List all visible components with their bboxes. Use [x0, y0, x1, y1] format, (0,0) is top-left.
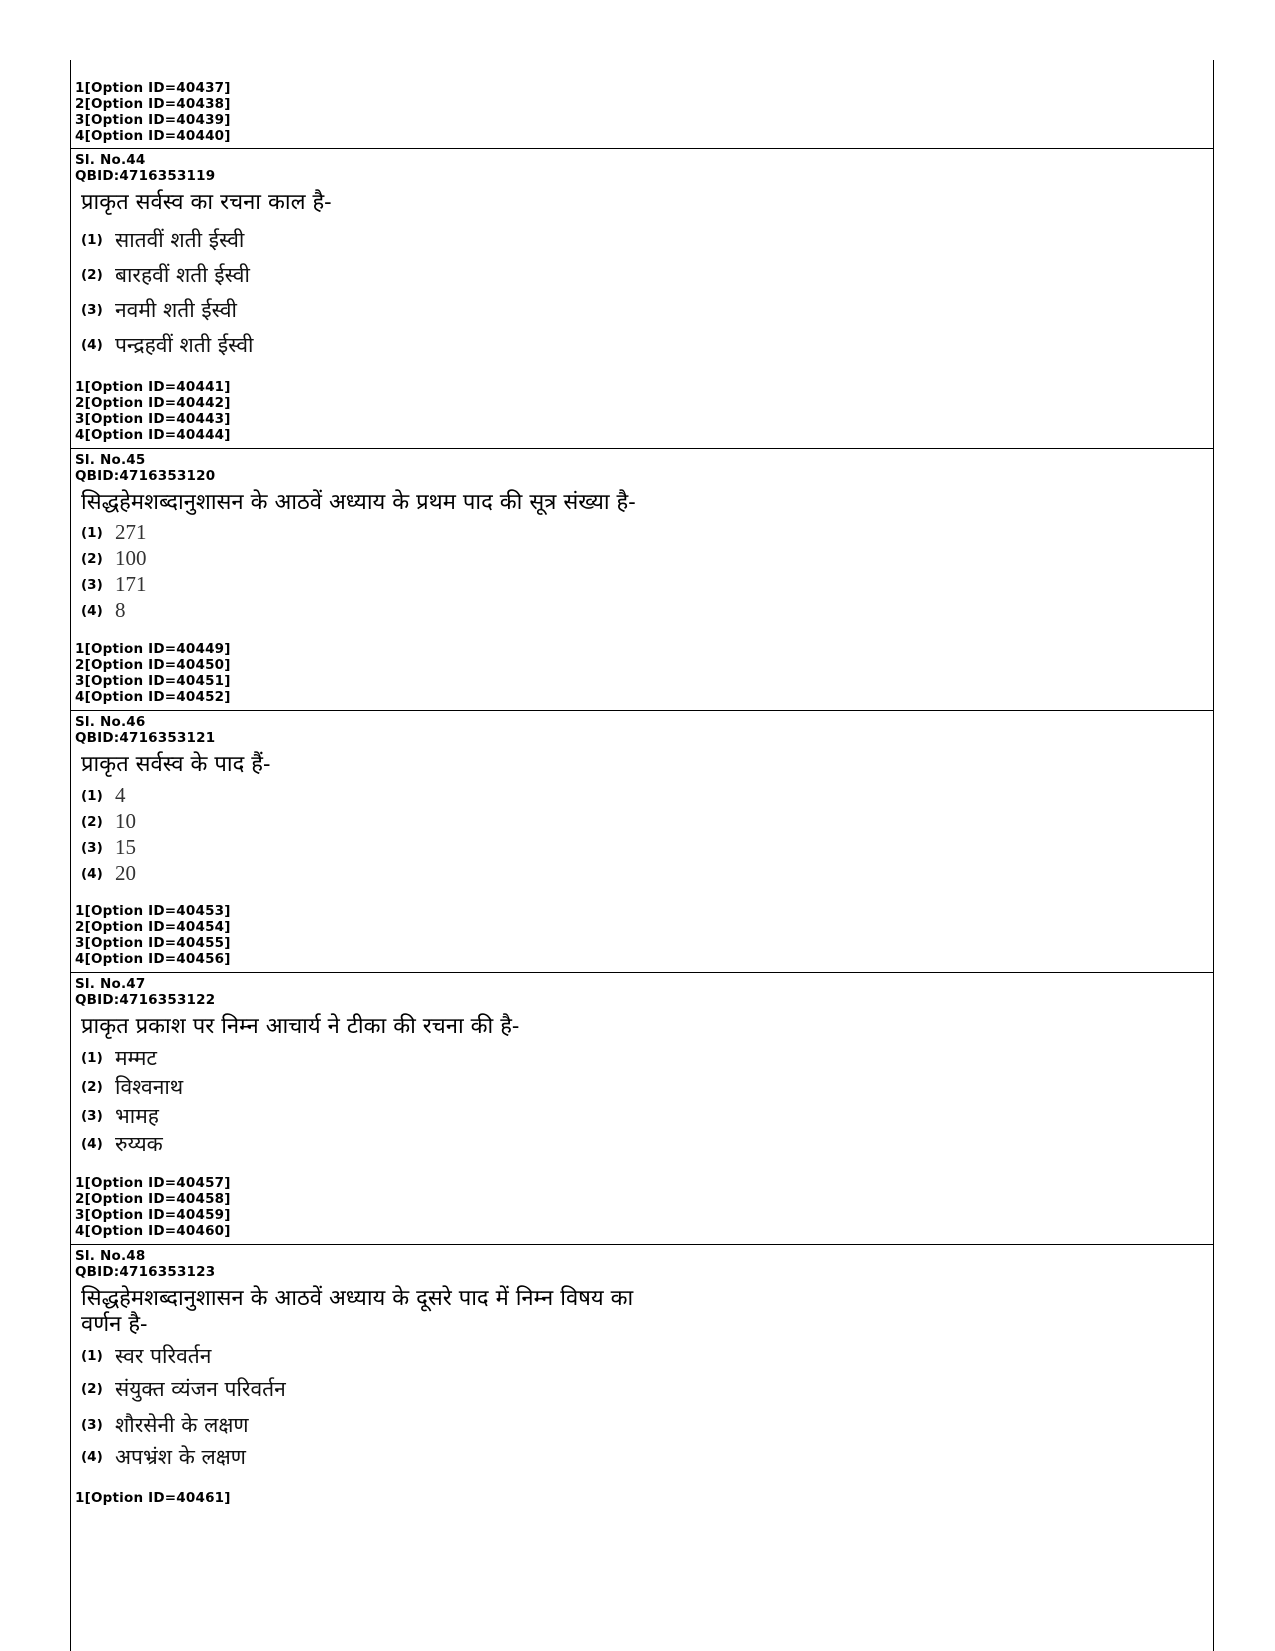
top-option-id-block — [70, 80, 1214, 146]
question-text: सिद्धहेमशब्दानुशासन के आठवें अध्याय के प्रथम पाद की सूत्र संख्या है- — [81, 490, 636, 515]
option-text: 271 — [115, 520, 147, 544]
option-id: 3[Option ID=40459] — [75, 1207, 231, 1223]
option-id: 1[Option ID=40437] — [75, 80, 231, 96]
option-id: 1[Option ID=40449] — [75, 641, 231, 657]
option-number: (2) — [81, 1381, 103, 1397]
option-text: 171 — [115, 572, 147, 596]
option-id: 4[Option ID=40460] — [75, 1223, 231, 1239]
option-text: 10 — [115, 809, 136, 833]
option-number: (1) — [81, 1050, 103, 1066]
option-id: 2[Option ID=40458] — [75, 1191, 231, 1207]
question-block-45 — [70, 452, 1214, 708]
option-id: 4[Option ID=40452] — [75, 689, 231, 705]
option-number: (3) — [81, 1108, 103, 1124]
question-text: प्राकृत सर्वस्व का रचना काल है- — [81, 190, 332, 215]
option-4 — [81, 861, 136, 891]
option-id: 2[Option ID=40454] — [75, 919, 231, 935]
option-text: नवमी शती ईस्वी — [115, 298, 237, 322]
qbid: QBID:4716353120 — [75, 468, 216, 484]
question-divider — [70, 1244, 1214, 1245]
option-id: 2[Option ID=40442] — [75, 395, 231, 411]
option-4 — [81, 1130, 163, 1160]
question-divider — [70, 710, 1214, 711]
option-number: (4) — [81, 865, 103, 882]
question-text: सिद्धहेमशब्दानुशासन के आठवें अध्याय के दूसरे पाद में निम्न विषय का वर्णन है- — [81, 1286, 634, 1337]
option-4 — [81, 331, 253, 361]
option-number: (3) — [81, 576, 103, 593]
question-divider — [70, 448, 1214, 449]
option-2 — [81, 1073, 183, 1103]
option-id: 3[Option ID=40439] — [75, 112, 231, 128]
option-2 — [81, 261, 250, 291]
option-1 — [81, 226, 244, 256]
option-text: 15 — [115, 835, 136, 859]
option-text: 8 — [115, 598, 126, 622]
option-number: (1) — [81, 787, 103, 804]
option-text: 20 — [115, 861, 136, 885]
option-number: (3) — [81, 1417, 103, 1433]
option-text: भामह — [115, 1104, 159, 1128]
option-3 — [81, 1102, 159, 1132]
option-number: (1) — [81, 524, 103, 541]
option-text: संयुक्त व्यंजन परिवर्तन — [115, 1377, 286, 1401]
option-id: 1[Option ID=40441] — [75, 379, 231, 395]
option-text: बारहवीं शती ईस्वी — [115, 263, 250, 287]
option-id: 2[Option ID=40438] — [75, 96, 231, 112]
qbid: QBID:4716353119 — [75, 168, 216, 184]
qbid: QBID:4716353123 — [75, 1264, 216, 1280]
option-3 — [81, 296, 237, 326]
serial-number: Sl. No.46 — [75, 714, 146, 730]
option-number: (2) — [81, 267, 103, 283]
option-number: (1) — [81, 232, 103, 248]
option-text: 100 — [115, 546, 147, 570]
option-id: 1[Option ID=40457] — [75, 1175, 231, 1191]
question-block-47 — [70, 976, 1214, 1242]
option-id: 3[Option ID=40443] — [75, 411, 231, 427]
option-id: 4[Option ID=40440] — [75, 128, 231, 144]
option-number: (4) — [81, 1136, 103, 1152]
option-text: अपभ्रंश के लक्षण — [115, 1445, 246, 1469]
option-text: स्वर परिवर्तन — [115, 1344, 212, 1368]
question-block-46 — [70, 714, 1214, 970]
question-block-44 — [70, 152, 1214, 446]
option-number: (3) — [81, 302, 103, 318]
option-number: (2) — [81, 550, 103, 567]
option-id: 1[Option ID=40453] — [75, 903, 231, 919]
option-id: 3[Option ID=40451] — [75, 673, 231, 689]
option-id: 4[Option ID=40444] — [75, 427, 231, 443]
option-text: मम्मट — [115, 1046, 157, 1070]
option-1 — [81, 1044, 157, 1074]
qbid: QBID:4716353122 — [75, 992, 216, 1008]
option-text: पन्द्रहवीं शती ईस्वी — [115, 333, 254, 357]
option-text: सातवीं शती ईस्वी — [115, 228, 245, 252]
question-text: प्राकृत प्रकाश पर निम्न आचार्य ने टीका की रचना की है- — [81, 1014, 520, 1039]
option-text: शौरसेनी के लक्षण — [115, 1413, 249, 1437]
serial-number: Sl. No.45 — [75, 452, 146, 468]
option-2 — [81, 1375, 286, 1405]
option-id: 1[Option ID=40461] — [75, 1490, 231, 1506]
serial-number: Sl. No.47 — [75, 976, 146, 992]
option-4 — [81, 1443, 246, 1473]
question-divider — [70, 972, 1214, 973]
question-block-48 — [70, 1248, 1214, 1518]
option-number: (3) — [81, 839, 103, 856]
option-1 — [81, 1342, 211, 1372]
question-text: प्राकृत सर्वस्व के पाद हैं- — [81, 752, 271, 777]
option-number: (2) — [81, 813, 103, 830]
qbid: QBID:4716353121 — [75, 730, 216, 746]
option-3 — [81, 1411, 249, 1441]
option-number: (2) — [81, 1079, 103, 1095]
option-id: 2[Option ID=40450] — [75, 657, 231, 673]
option-text: रुय्यक — [115, 1132, 163, 1156]
option-id: 4[Option ID=40456] — [75, 951, 231, 967]
option-text: 4 — [115, 783, 126, 807]
option-number: (1) — [81, 1348, 103, 1364]
option-4 — [81, 598, 126, 628]
option-number: (4) — [81, 602, 103, 619]
option-number: (4) — [81, 1449, 103, 1465]
question-divider — [70, 148, 1214, 149]
option-number: (4) — [81, 337, 103, 353]
serial-number: Sl. No.44 — [75, 152, 146, 168]
option-id: 3[Option ID=40455] — [75, 935, 231, 951]
option-text: विश्वनाथ — [115, 1075, 184, 1099]
serial-number: Sl. No.48 — [75, 1248, 146, 1264]
